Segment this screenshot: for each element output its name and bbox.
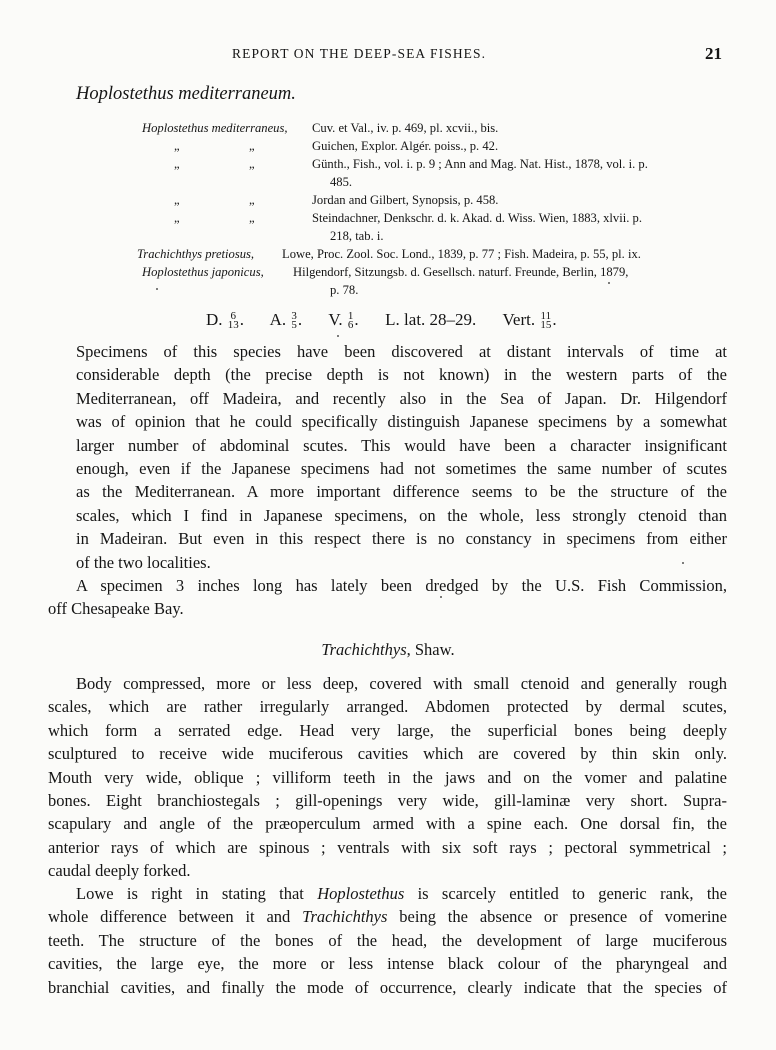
- ditto-mark: „: [249, 211, 255, 225]
- print-speck: [608, 282, 610, 284]
- fraction: 3 5: [291, 310, 297, 332]
- paragraph-genus-description: Body compressed, more or less deep, covered with small ctenoid and generally rough scales, which are rather irregularly arranged. Abdomen protected by dermal scutes, which form a serrated edge. Head very large, the superficial bones being deeply sculptured to receive wide muciferous cavities which are covered by thin skin only. Mouth very wide, oblique ; villiform teeth in the jaws and on the vomer and palatine bones. Eight branchiostegals ; gill-openings very wide, gill-laminæ very short. Supra- scapulary and angle of the præoperculum armed with a spine each. One dorsal fin, the anterior rays of which are spinous ; ventrals with six soft rays ; pectoral symmetrical ; caudal deeply forked.: [48, 674, 727, 881]
- paragraph-distribution: Specimens of this species have been discovered at distant intervals of time at considerable depth (the precise depth is not known) in the western parts of the Mediterranean, off Madeira, and recently also in the Sea of Japan. Dr. Hilgendorf was of opinion that he could specifically distinguish Japanese specimens by a somewhat larger number of abdominal scutes. This would have been a character insignificant enough, even if the Japanese specimens had not sometimes the same number of scutes as the Mediterranean. A more important difference seems to be the structure of the scales, which I find in Japanese specimens, on the whole, less strongly ctenoid than in Madeiran. But even in this respect there is no constancy in specimens from either of the two localities.: [76, 342, 727, 572]
- print-speck: [682, 562, 684, 564]
- ditto-mark: „: [174, 193, 180, 207]
- print-speck: [440, 596, 442, 598]
- document-page: REPORT ON THE DEEP-SEA FISHES. 21 Hoplostethus mediterraneum. Hoplostethus mediterraneus, Cuv. et Val., iv. p. 469, pl. xcvii., bis. „ „ Guichen, Explor. Algér. poiss., p. 42. „ „ Günth., Fish., vol. i. p. 9 ; Ann and Mag. Nat. Hist., 1878, vol. i. p. 485. „ „ Jordan and Gilbert, Synopsis, p. 458. „ „ Steindachner, Denkschr. d. k. Akad. d. Wiss. Wien, 1883, xlvii. p. 218, tab. i. Trachichthys pretiosus, Lowe, Proc. Zool. Soc. Lond., 1839, p. 77 ; Fish. Madeira, p. 55, pl. ix. Hoplostethus japonicus, Hilgendorf, Sitzungsb. d. Gesellsch. naturf. Freunde, Berlin, 1879, p. 78. D. 6 13 . A. 3 5 . V. 1 6 . L. lat. 28–29. Vert. 11 15 . Specimens of this species have been discovered at distant intervals of time at considerable depth (the precise depth is not known) in the western parts of the Mediterranean, off Madeira, and recently also in the Sea of Japan. Dr. Hilgendorf was of opinion that he could specifically distinguish Japanese specimens by a somewhat larger number of abdominal scutes. This would have been a character insignificant enough, even if the Japanese specimens had not sometimes the same number of scutes as the Mediterranean. A more important difference seems to be the structure of the scales, which I find in Japanese specimens, on the whole, less strongly ctenoid than in Madeiran. But even in this respect there is no constancy in specimens from either of the two localities. A specimen 3 inches long has lately been dredged by the U.S. Fish Commission, off Chesapeake Bay. Trachichthys, Shaw. Body compressed, more or less deep, covered with small ctenoid and generally rough scales, which are rather irregularly arranged. Abdomen protected by dermal scutes, which form a serrated edge. Head very large, the superficial bones being deeply sculptured to receive wide muciferous cavities which are covered by thin skin only. Mouth very wide, oblique ; villiform teeth in the jaws and on the vomer and palatine bones. Eight branchiostegals ; gill-openings very wide, gill-laminæ very short. Supra- scapulary and angle of the præoperculum armed with a spine each. One dorsal fin, the anterior rays of which are spinous ; ventrals with six soft rays ; pectoral symmetrical ; caudal deeply forked. Lowe is right in stating that Hoplostethus is scarcely entitled to generic rank, the whole difference between it and Trachichthys being the absence or presence of vomerine teeth. The structure of the bones of the head, the development of large muciferous cavities, the large eye, the more or less intense black colour of the pharyngeal and branchial cavities, and finally the mode of occurrence, clearly indicate that the species of: [0, 0, 776, 1050]
- print-speck: [156, 288, 158, 290]
- ditto-mark: „: [174, 139, 180, 153]
- fin-formula: D. 6 13 . A. 3 5 . V. 1 6 . L. lat. 28–29. Vert. 11 15 .: [206, 310, 557, 332]
- fraction: 11 15: [540, 310, 552, 332]
- ditto-mark: „: [249, 157, 255, 171]
- ditto-mark: „: [249, 193, 255, 207]
- species-title: Hoplostethus mediterraneum.: [76, 84, 296, 104]
- running-title: REPORT ON THE DEEP-SEA FISHES.: [232, 46, 487, 61]
- ditto-mark: „: [249, 139, 255, 153]
- page-number: 21: [705, 44, 722, 63]
- print-speck: [337, 335, 339, 337]
- ditto-mark: „: [174, 211, 180, 225]
- fraction: 6 13: [227, 310, 239, 332]
- genus-title: Trachichthys, Shaw.: [321, 640, 455, 659]
- paragraph-specimen: A specimen 3 inches long has lately been dredged by the U.S. Fish Commission, off Chesapeake Bay.: [48, 576, 727, 619]
- paragraph-genus-remarks: Lowe is right in stating that Hoplostethus is scarcely entitled to generic rank, the whole difference between it and Trachichthys being the absence or presence of vomerine teeth. The structure of the bones of the head, the development of large muciferous cavities, the large eye, the more or less intense black colour of the pharyngeal and branchial cavities, and finally the mode of occurrence, clearly indicate that the species of: [48, 884, 727, 997]
- page-header: [0, 44, 776, 66]
- fraction: 1 6: [347, 310, 354, 332]
- ditto-mark: „: [174, 157, 180, 171]
